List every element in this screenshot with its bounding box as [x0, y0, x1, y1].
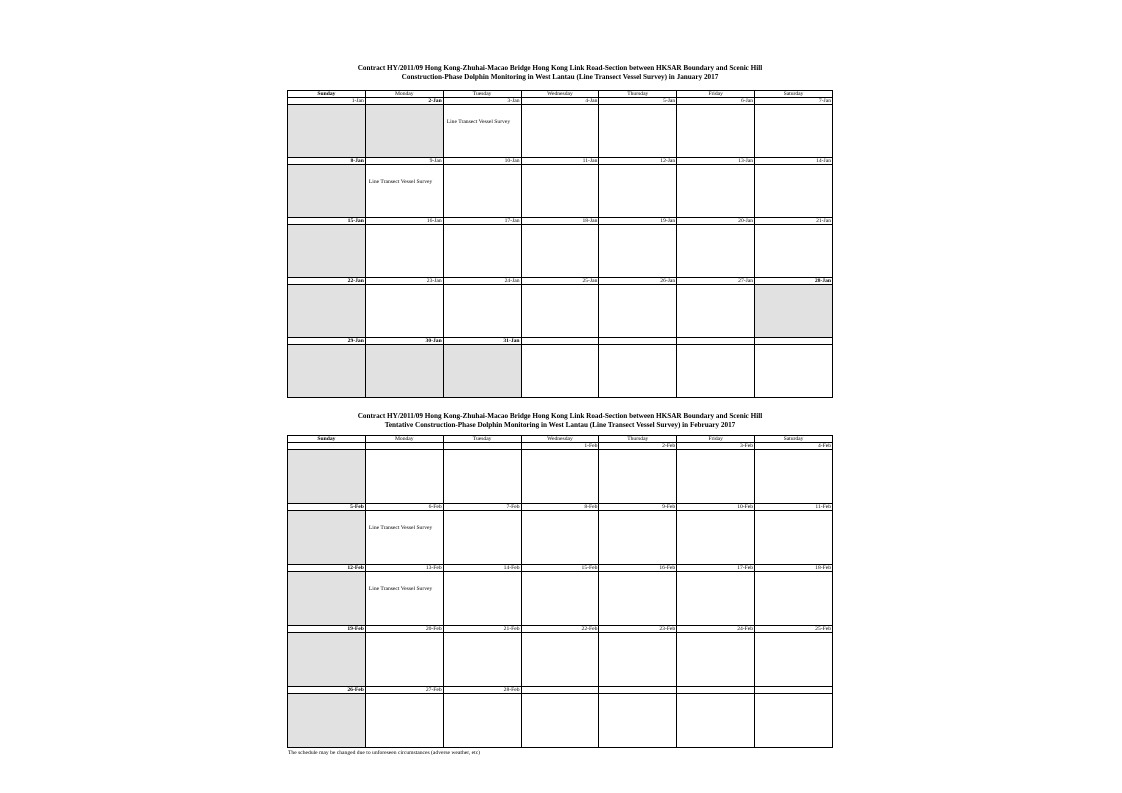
day-cell [443, 633, 521, 687]
day-cell [677, 225, 755, 278]
week-body-row [288, 633, 833, 687]
date-cell [443, 443, 521, 450]
january-title-line1: Contract HY/2011/09 Hong Kong-Zhuhai-Macao Bridge Hong Kong Link Road-Section between HKSAR Boundary and Scenic Hill [357, 64, 763, 72]
day-cell [755, 633, 833, 687]
date-cell: 15-Jan [288, 218, 366, 225]
day-header-monday: Monday [365, 91, 443, 98]
footnote: The schedule may be changed due to unforeseen circumstances (adverse weather, etc) [288, 750, 481, 756]
date-cell: 3-Jan [443, 98, 521, 105]
date-cell: 6-Feb [365, 504, 443, 511]
date-cell [599, 687, 677, 694]
day-cell [599, 633, 677, 687]
date-cell: 6-Jan [677, 98, 755, 105]
day-cell [443, 165, 521, 218]
date-cell: 28-Jan [755, 278, 833, 285]
day-cell [365, 694, 443, 748]
day-cell [599, 511, 677, 565]
week-body-row [288, 165, 833, 218]
day-cell [365, 345, 443, 398]
day-header-friday: Friday [677, 91, 755, 98]
day-cell [443, 450, 521, 504]
day-cell [677, 285, 755, 338]
date-cell [755, 687, 833, 694]
day-header-wednesday: Wednesday [521, 436, 599, 443]
day-header-row [288, 91, 833, 98]
date-cell: 24-Feb [677, 626, 755, 633]
week-body-row [288, 345, 833, 398]
date-cell [521, 338, 599, 345]
date-cell: 16-Jan [365, 218, 443, 225]
week-date-row [288, 158, 833, 165]
january-calendar [287, 90, 833, 398]
date-cell: 2-Jan [365, 98, 443, 105]
week-date-row [288, 443, 833, 450]
day-cell [365, 285, 443, 338]
day-cell [288, 450, 366, 504]
january-title [287, 64, 833, 81]
day-cell [521, 450, 599, 504]
week-date-row [288, 278, 833, 285]
february-title [287, 412, 833, 429]
date-cell: 13-Jan [677, 158, 755, 165]
date-cell: 14-Jan [755, 158, 833, 165]
february-calendar [287, 435, 833, 748]
week-body-row [288, 285, 833, 338]
day-cell [599, 285, 677, 338]
day-cell [521, 165, 599, 218]
day-cell [755, 345, 833, 398]
date-cell [521, 687, 599, 694]
day-cell [288, 345, 366, 398]
date-cell: 1-Jan [288, 98, 366, 105]
day-cell [288, 572, 366, 626]
date-cell: 7-Jan [755, 98, 833, 105]
date-cell: 9-Jan [365, 158, 443, 165]
date-cell: 21-Feb [443, 626, 521, 633]
date-cell: 19-Jan [599, 218, 677, 225]
day-cell [599, 105, 677, 158]
week-body-row [288, 572, 833, 626]
day-cell [521, 633, 599, 687]
day-cell [755, 225, 833, 278]
day-cell [755, 572, 833, 626]
date-cell: 27-Feb [365, 687, 443, 694]
date-cell: 14-Feb [443, 565, 521, 572]
week-body-row [288, 450, 833, 504]
day-cell [677, 633, 755, 687]
day-cell [288, 694, 366, 748]
day-cell [288, 165, 366, 218]
event-label: Line Transect Vessel Survey [446, 119, 511, 125]
day-cell [599, 225, 677, 278]
day-cell [677, 165, 755, 218]
day-cell [521, 694, 599, 748]
day-cell [755, 165, 833, 218]
date-cell: 11-Feb [755, 504, 833, 511]
day-header-saturday: Saturday [755, 436, 833, 443]
day-cell [365, 572, 443, 626]
date-cell: 13-Feb [365, 565, 443, 572]
date-cell [599, 338, 677, 345]
february-title-line2: Tentative Construction-Phase Dolphin Monitoring in West Lantau (Line Transect Vessel Survey) in February 2017 [384, 420, 736, 429]
date-cell: 23-Feb [599, 626, 677, 633]
day-header-thursday: Thursday [599, 436, 677, 443]
day-cell [443, 105, 521, 158]
day-cell [521, 511, 599, 565]
week-date-row [288, 626, 833, 633]
date-cell: 1-Feb [521, 443, 599, 450]
date-cell [677, 687, 755, 694]
day-header-wednesday: Wednesday [521, 91, 599, 98]
day-cell [677, 105, 755, 158]
date-cell: 17-Jan [443, 218, 521, 225]
day-cell [521, 225, 599, 278]
january-title-line2: Construction-Phase Dolphin Monitoring in West Lantau (Line Transect Vessel Survey) in January 2017 [401, 72, 719, 81]
date-cell: 22-Feb [521, 626, 599, 633]
day-cell [365, 633, 443, 687]
day-cell [521, 285, 599, 338]
day-cell [755, 105, 833, 158]
date-cell: 3-Feb [677, 443, 755, 450]
date-cell: 22-Jan [288, 278, 366, 285]
day-cell [443, 511, 521, 565]
day-cell [599, 694, 677, 748]
date-cell: 21-Jan [755, 218, 833, 225]
day-cell [288, 225, 366, 278]
week-date-row [288, 98, 833, 105]
week-body-row [288, 105, 833, 158]
day-cell [677, 572, 755, 626]
date-cell: 23-Jan [365, 278, 443, 285]
week-body-row [288, 511, 833, 565]
event-label: Line Transect Vessel Survey [368, 586, 433, 592]
date-cell: 5-Feb [288, 504, 366, 511]
day-cell [365, 511, 443, 565]
day-cell [521, 572, 599, 626]
date-cell: 25-Jan [521, 278, 599, 285]
february-title-line1: Contract HY/2011/09 Hong Kong-Zhuhai-Macao Bridge Hong Kong Link Road-Section between HKSAR Boundary and Scenic Hill [357, 412, 763, 420]
week-date-row [288, 565, 833, 572]
day-cell [365, 165, 443, 218]
date-cell [677, 338, 755, 345]
date-cell: 30-Jan [365, 338, 443, 345]
date-cell [365, 443, 443, 450]
date-cell: 24-Jan [443, 278, 521, 285]
date-cell: 15-Feb [521, 565, 599, 572]
day-cell [288, 285, 366, 338]
day-cell [443, 285, 521, 338]
day-header-sunday: Sunday [288, 91, 366, 98]
day-cell [755, 285, 833, 338]
day-cell [599, 572, 677, 626]
date-cell: 5-Jan [599, 98, 677, 105]
day-cell [443, 572, 521, 626]
week-date-row [288, 218, 833, 225]
date-cell [288, 443, 366, 450]
day-cell [365, 105, 443, 158]
event-label: Line Transect Vessel Survey [368, 179, 433, 185]
date-cell: 8-Jan [288, 158, 366, 165]
date-cell: 17-Feb [677, 565, 755, 572]
day-cell [677, 511, 755, 565]
date-cell: 31-Jan [443, 338, 521, 345]
day-header-tuesday: Tuesday [443, 436, 521, 443]
day-header-thursday: Thursday [599, 91, 677, 98]
day-cell [521, 345, 599, 398]
day-cell [755, 511, 833, 565]
date-cell: 29-Jan [288, 338, 366, 345]
day-cell [677, 345, 755, 398]
date-cell: 9-Feb [599, 504, 677, 511]
event-label: Line Transect Vessel Survey [368, 525, 433, 531]
day-cell [288, 633, 366, 687]
date-cell: 25-Feb [755, 626, 833, 633]
date-cell: 27-Jan [677, 278, 755, 285]
day-cell [521, 105, 599, 158]
date-cell: 7-Feb [443, 504, 521, 511]
day-cell [365, 450, 443, 504]
week-date-row [288, 504, 833, 511]
date-cell: 20-Feb [365, 626, 443, 633]
date-cell: 11-Jan [521, 158, 599, 165]
day-cell [599, 450, 677, 504]
date-cell: 26-Jan [599, 278, 677, 285]
day-cell [755, 450, 833, 504]
week-date-row [288, 687, 833, 694]
date-cell: 20-Jan [677, 218, 755, 225]
day-cell [288, 105, 366, 158]
day-header-sunday: Sunday [288, 436, 366, 443]
date-cell: 4-Feb [755, 443, 833, 450]
day-cell [443, 694, 521, 748]
day-cell [288, 511, 366, 565]
week-body-row [288, 225, 833, 278]
day-cell [599, 345, 677, 398]
day-header-tuesday: Tuesday [443, 91, 521, 98]
date-cell: 12-Feb [288, 565, 366, 572]
day-cell [365, 225, 443, 278]
date-cell [755, 338, 833, 345]
week-date-row [288, 338, 833, 345]
date-cell: 18-Jan [521, 218, 599, 225]
date-cell: 4-Jan [521, 98, 599, 105]
day-cell [755, 694, 833, 748]
date-cell: 8-Feb [521, 504, 599, 511]
date-cell: 12-Jan [599, 158, 677, 165]
date-cell: 2-Feb [599, 443, 677, 450]
date-cell: 26-Feb [288, 687, 366, 694]
date-cell: 19-Feb [288, 626, 366, 633]
day-cell [677, 694, 755, 748]
date-cell: 28-Feb [443, 687, 521, 694]
week-body-row [288, 694, 833, 748]
date-cell: 10-Jan [443, 158, 521, 165]
day-cell [599, 165, 677, 218]
day-cell [443, 345, 521, 398]
day-header-monday: Monday [365, 436, 443, 443]
day-cell [443, 225, 521, 278]
day-header-saturday: Saturday [755, 91, 833, 98]
date-cell: 16-Feb [599, 565, 677, 572]
date-cell: 18-Feb [755, 565, 833, 572]
date-cell: 10-Feb [677, 504, 755, 511]
day-header-row [288, 436, 833, 443]
day-header-friday: Friday [677, 436, 755, 443]
day-cell [677, 450, 755, 504]
